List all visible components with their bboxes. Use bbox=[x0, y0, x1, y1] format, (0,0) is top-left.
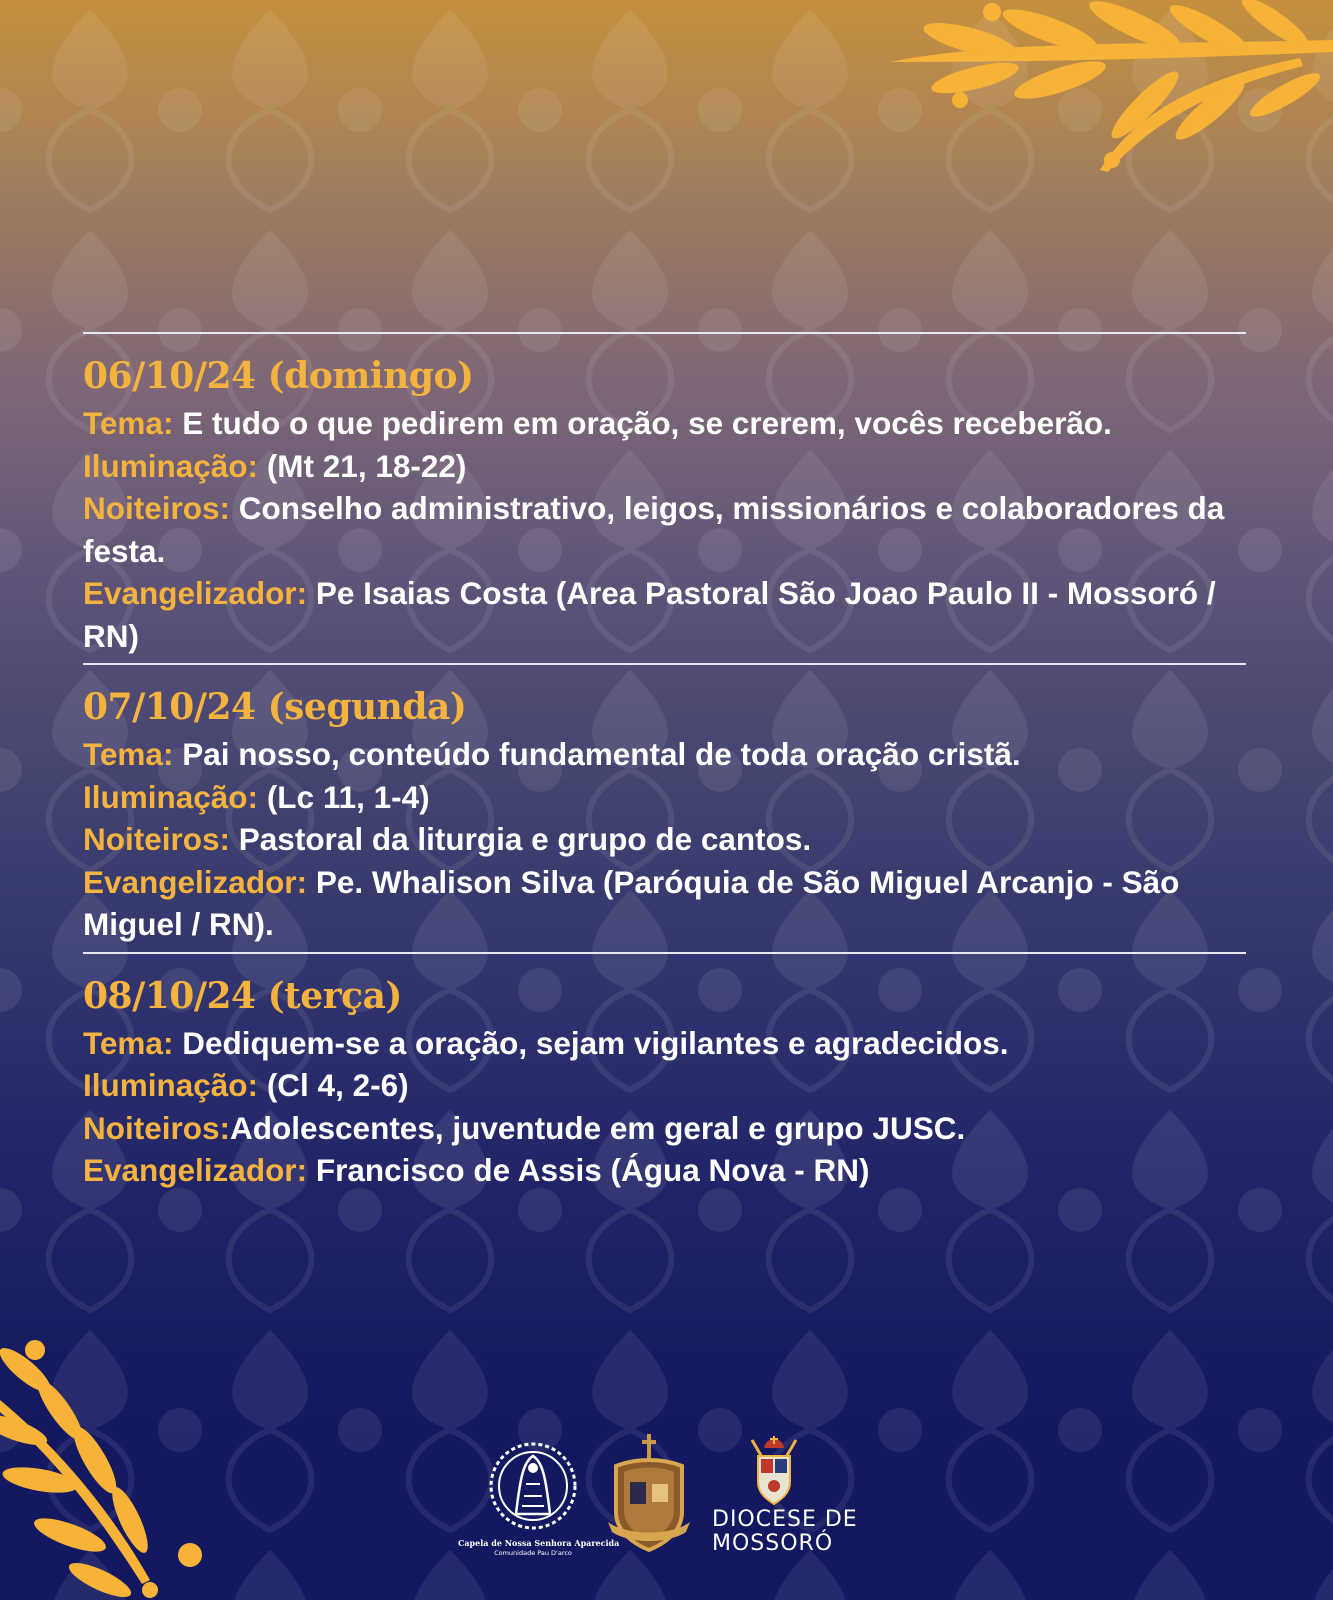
tema-line bbox=[83, 402, 1246, 445]
evangelizador-text: Francisco de Assis (Água Nova - RN) bbox=[315, 1152, 870, 1188]
tema-label: Tema: bbox=[83, 736, 174, 772]
noiteiros-text: Adolescentes, juventude em geral e grupo JUSC. bbox=[230, 1109, 966, 1146]
tema-text: E tudo o que pedirem em oração, se crerem, vocês receberão. bbox=[182, 405, 1112, 441]
noiteiros-text: Pastoral da liturgia e grupo de cantos. bbox=[238, 821, 812, 857]
evangelizador-label: Evangelizador: bbox=[83, 863, 308, 900]
iluminacao-label: Iluminação: bbox=[83, 447, 259, 484]
evangelizador-label: Evangelizador: bbox=[83, 575, 308, 611]
tema-label: Tema: bbox=[83, 405, 174, 441]
our-lady-aparecida-seal-icon bbox=[488, 1440, 578, 1532]
day-title: 07/10/24 (segunda) bbox=[83, 686, 467, 728]
iluminacao-text: (Lc 11, 1-4) bbox=[266, 778, 430, 815]
parish-crest-icon bbox=[606, 1432, 692, 1552]
capela-subtitle: Comunidade Pau D'arco bbox=[494, 1549, 572, 1557]
evangelizador-line bbox=[83, 861, 1246, 946]
iluminacao-text: (Cl 4, 2-6) bbox=[266, 1067, 409, 1103]
day-title: 08/10/24 (terça) bbox=[83, 974, 402, 1017]
iluminacao-line bbox=[83, 445, 1246, 488]
day-section bbox=[83, 334, 1246, 663]
iluminacao-line bbox=[83, 1064, 1246, 1107]
iluminacao-label: Iluminação: bbox=[83, 778, 259, 815]
iluminacao-label: Iluminação: bbox=[83, 1067, 259, 1103]
noiteiros-line bbox=[83, 1107, 1246, 1150]
day-section bbox=[83, 954, 1246, 1198]
noiteiros-label: Noiteiros: bbox=[83, 1109, 231, 1146]
day-section bbox=[83, 665, 1246, 952]
iluminacao-line bbox=[83, 776, 1246, 819]
capela-name: Capela de Nossa Senhora Aparecida bbox=[458, 1538, 620, 1548]
evangelizador-text: Pe Isaias Costa (Area Pastoral São Joao Paulo II - Mossoró / RN) bbox=[83, 575, 1216, 654]
day-title: 06/10/24 (domingo) bbox=[83, 355, 474, 397]
evangelizador-text: Pe. Whalison Silva (Paróquia de São Miguel Arcanjo - São Miguel / RN). bbox=[83, 863, 1180, 942]
noiteiros-text: Conselho administrativo, leigos, missionários e colaboradores da festa. bbox=[83, 490, 1225, 569]
evangelizador-label: Evangelizador: bbox=[83, 1152, 308, 1188]
tema-label: Tema: bbox=[83, 1024, 174, 1061]
diocese-line1: DIOCESE DE bbox=[712, 1507, 858, 1532]
tema-text: Pai nosso, conteúdo fundamental de toda oração cristã. bbox=[182, 736, 1021, 772]
iluminacao-text: (Mt 21, 18-22) bbox=[266, 447, 467, 484]
golden-branch-icon bbox=[880, 0, 1333, 180]
noiteiros-label: Noiteiros: bbox=[83, 821, 231, 857]
evangelizador-line bbox=[83, 1149, 1246, 1192]
tema-text: Dediquem-se a oração, sejam vigilantes e agradecidos. bbox=[182, 1024, 1009, 1061]
noiteiros-line bbox=[83, 487, 1246, 572]
tema-line bbox=[83, 1022, 1246, 1065]
diocese-line2: MOSSORÓ bbox=[712, 1531, 834, 1556]
noiteiros-label: Noiteiros: bbox=[83, 490, 231, 526]
logo-strip bbox=[0, 1440, 1333, 1580]
tema-line bbox=[83, 733, 1246, 776]
evangelizador-line bbox=[83, 572, 1246, 657]
schedule bbox=[83, 332, 1246, 1198]
noiteiros-line bbox=[83, 818, 1246, 861]
diocese-coat-of-arms-icon bbox=[744, 1434, 804, 1506]
